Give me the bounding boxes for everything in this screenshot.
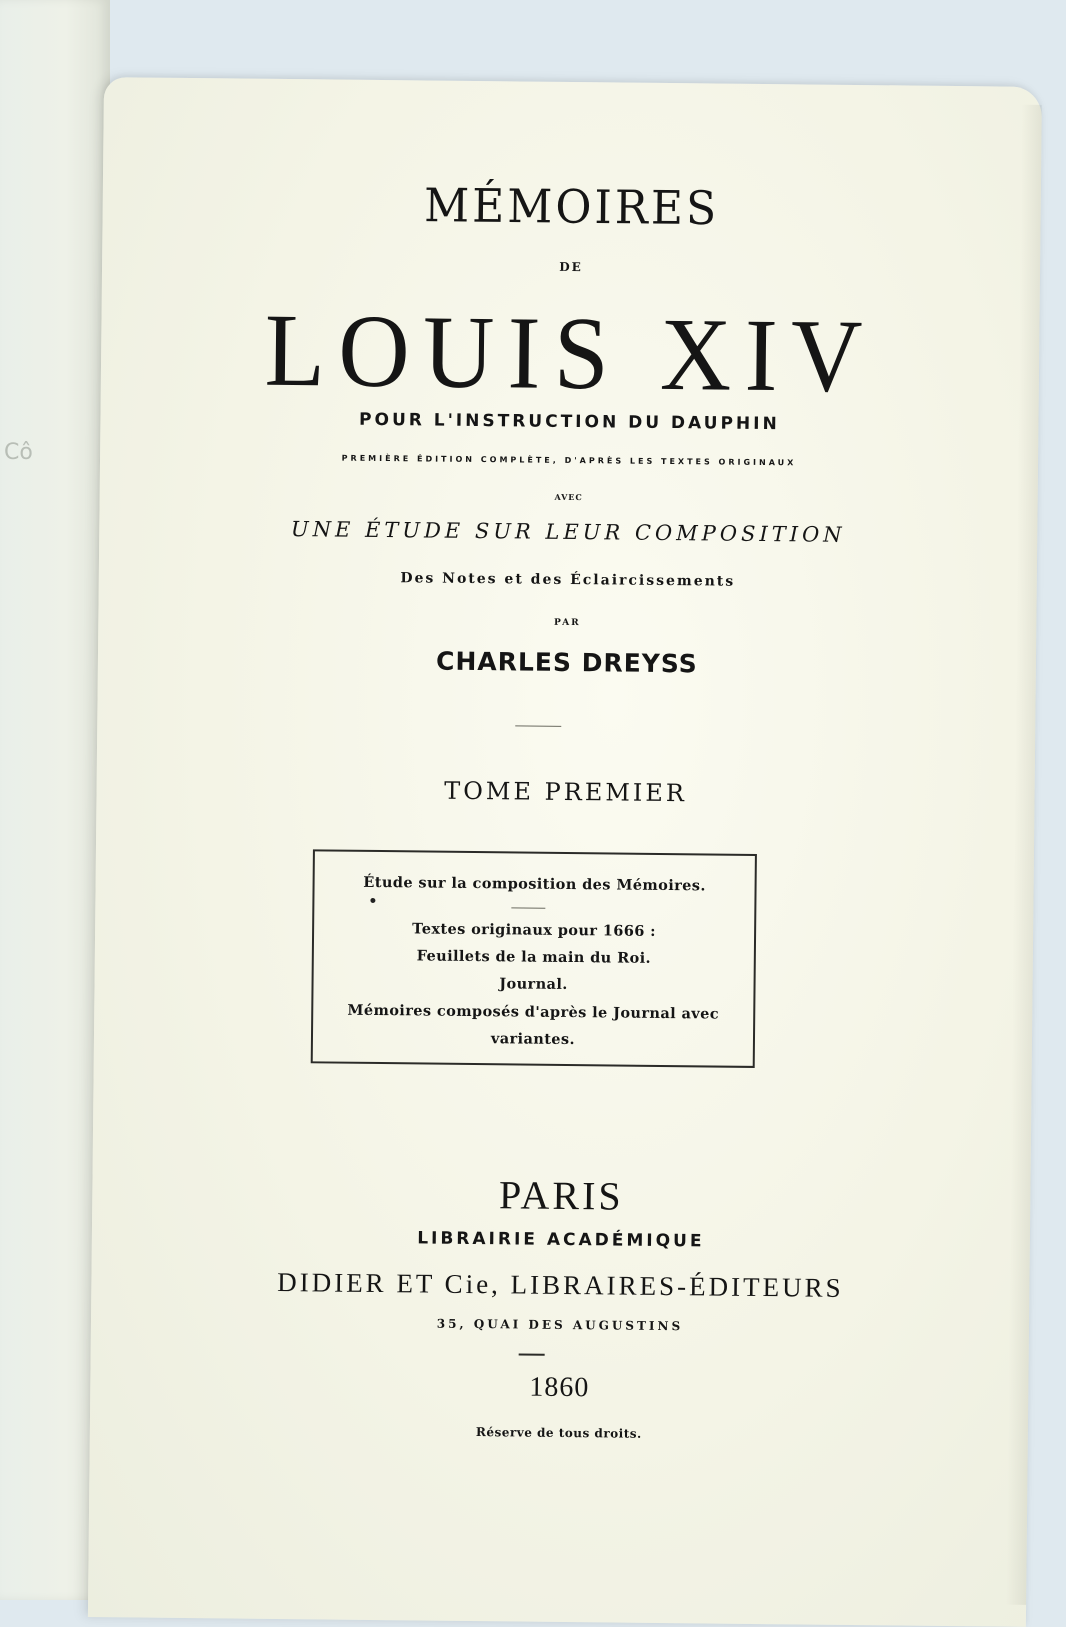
contents-line: Textes originaux pour 1666 :	[412, 920, 657, 940]
contents-divider	[511, 907, 545, 908]
subtitle-etude: UNE ÉTUDE SUR LEUR COMPOSITION	[290, 517, 846, 547]
divider	[515, 725, 561, 726]
imprint-librairie: LIBRAIRIE ACADÉMIQUE	[417, 1228, 705, 1252]
title-de: DE	[559, 259, 583, 275]
imprint-publisher: DIDIER ET Cie, LIBRAIRES-ÉDITEURS	[277, 1266, 844, 1303]
imprint-city: PARIS	[498, 1172, 624, 1219]
imprint-divider	[519, 1354, 545, 1356]
subtitle-edition: PREMIÈRE ÉDITION COMPLÈTE, D'APRÈS LES TEXTES ORIGINAUX	[341, 453, 797, 468]
contents-line: Étude sur la composition des Mémoires.	[363, 873, 706, 895]
imprint-address: 35, QUAI DES AUGUSTINS	[436, 1316, 684, 1334]
subtitle-avec: AVEC	[554, 491, 583, 503]
title-memoires: MÉMOIRES	[423, 179, 720, 236]
subtitle-notes: Des Notes et des Éclaircissements	[400, 570, 736, 590]
title-louis-xiv: LOUIS XIV	[264, 292, 877, 415]
contents-line: Mémoires composés d'après le Journal avec	[347, 1001, 720, 1023]
volume-label: TOME PREMIER	[444, 776, 688, 808]
contents-line: Journal.	[499, 975, 568, 993]
bleed-through-mark: Cô	[4, 440, 33, 465]
imprint-rights: Réserve de tous droits.	[475, 1425, 642, 1441]
subtitle-instruction: POUR L'INSTRUCTION DU DAUPHIN	[359, 409, 780, 435]
subtitle-par: PAR	[553, 617, 581, 629]
contents-box	[311, 849, 757, 1068]
imprint-year: 1860	[529, 1371, 590, 1404]
ink-dot	[370, 898, 375, 903]
author-name: CHARLES DREYSS	[435, 646, 698, 679]
title-page	[88, 77, 1042, 1627]
contents-line: Feuillets de la main du Roi.	[416, 947, 652, 967]
contents-line: variantes.	[490, 1030, 576, 1049]
